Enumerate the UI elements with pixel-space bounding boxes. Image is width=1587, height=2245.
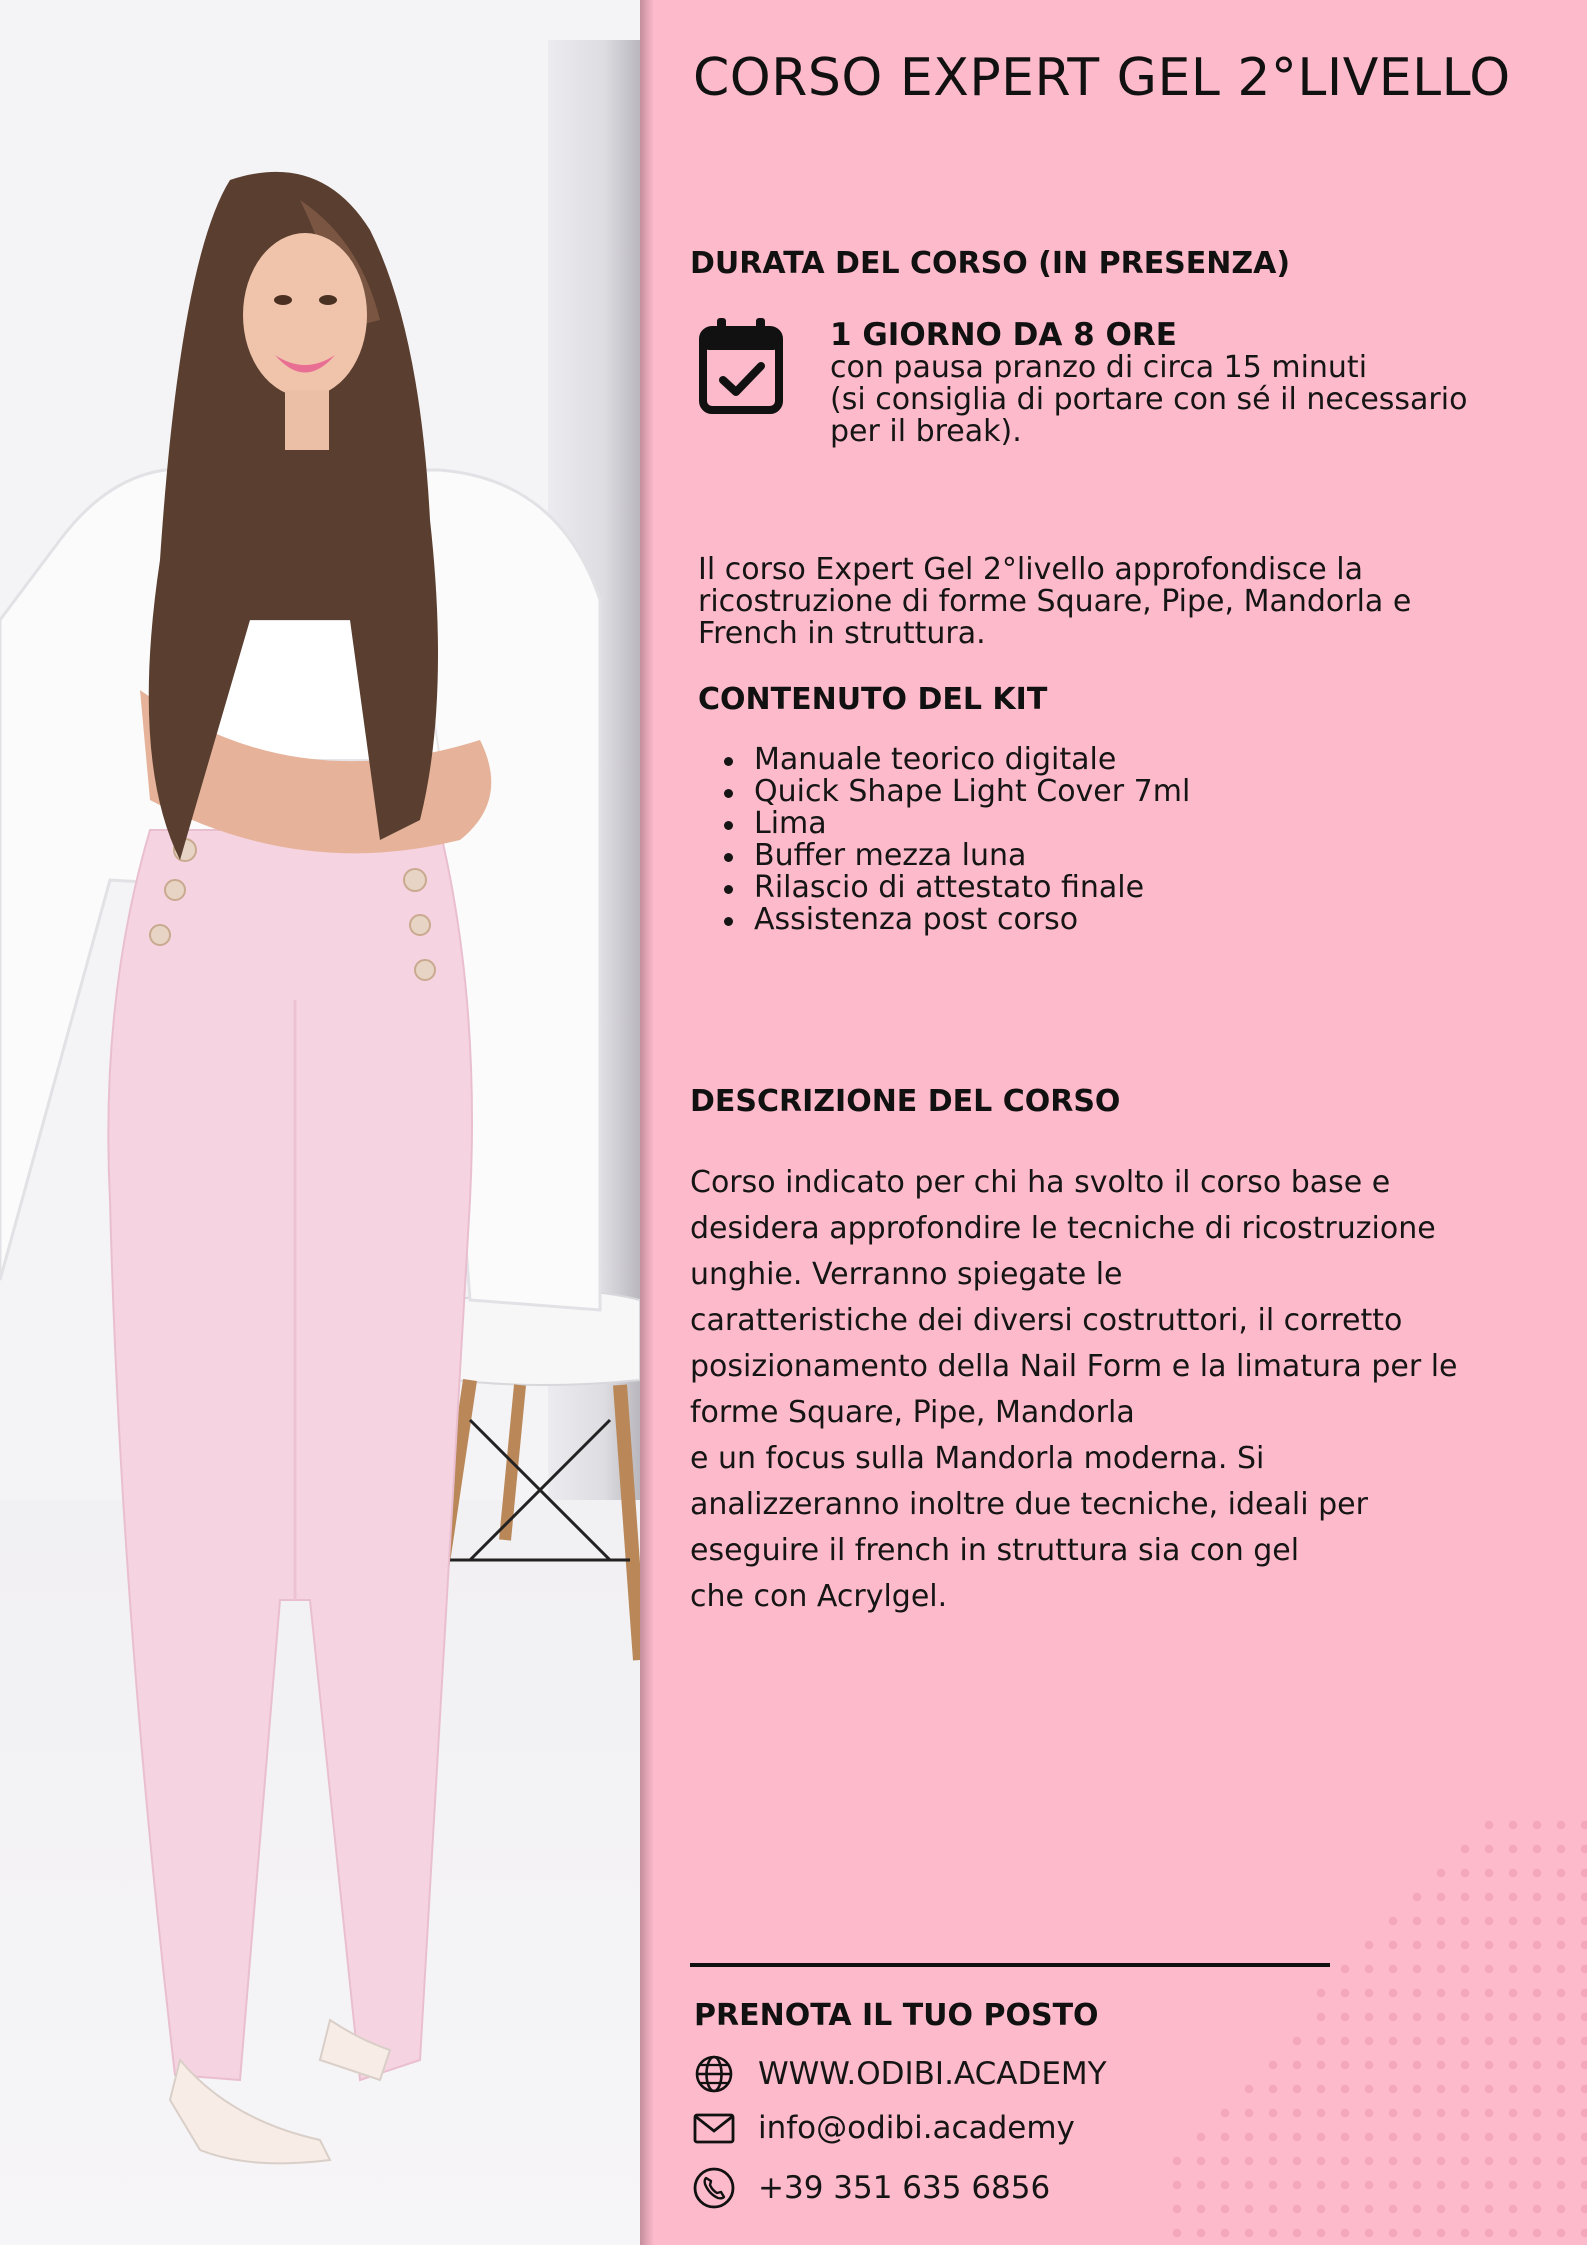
page-title: CORSO EXPERT GEL 2°LIVELLO	[693, 48, 1511, 108]
decoration-dot	[1557, 1965, 1565, 1973]
decoration-dot	[1437, 1941, 1445, 1949]
decoration-dot	[1437, 2085, 1445, 2093]
decoration-dot	[1437, 1989, 1445, 1997]
decoration-dot	[1365, 2181, 1373, 2189]
decoration-dot	[1557, 2013, 1565, 2021]
decoration-dot	[1413, 2157, 1421, 2165]
description-line: analizzeranno inoltre due tecniche, ideali per	[690, 1487, 1368, 1522]
decoration-dot	[1221, 2205, 1229, 2213]
decoration-dot	[1557, 2157, 1565, 2165]
decoration-dot	[1389, 2133, 1397, 2141]
panel-edge-shadow	[640, 0, 654, 2245]
decoration-dot	[1317, 2013, 1325, 2021]
decoration-dot	[1437, 2037, 1445, 2045]
website-text: WWW.ODIBI.ACADEMY	[758, 2056, 1107, 2092]
decoration-dot	[1581, 2133, 1587, 2141]
decoration-dot	[1245, 2205, 1253, 2213]
decoration-dot	[1341, 2085, 1349, 2093]
decoration-dot	[1557, 2181, 1565, 2189]
decoration-dot	[1509, 2133, 1517, 2141]
decoration-dot	[1581, 1917, 1587, 1925]
decoration-dot	[1269, 2133, 1277, 2141]
duration-line: (si consiglia di portare con sé il necessario	[830, 382, 1468, 417]
decoration-dot	[1509, 1869, 1517, 1877]
decoration-dot	[1365, 2205, 1373, 2213]
decoration-dot	[1509, 1917, 1517, 1925]
decoration-dot	[1533, 2037, 1541, 2045]
decoration-dot	[1389, 2181, 1397, 2189]
duration-line: per il break).	[830, 414, 1022, 449]
decoration-dot	[1461, 1845, 1469, 1853]
decoration-dot	[1437, 2109, 1445, 2117]
decoration-dot	[1221, 2109, 1229, 2117]
decoration-dot	[1437, 1893, 1445, 1901]
list-item: Buffer mezza luna	[720, 840, 1190, 872]
decoration-dot	[1293, 2205, 1301, 2213]
decoration-dot	[1389, 2109, 1397, 2117]
decoration-dot	[1413, 2133, 1421, 2141]
decoration-dot	[1413, 2181, 1421, 2189]
decoration-dot	[1533, 2085, 1541, 2093]
decoration-dot	[1533, 2013, 1541, 2021]
decoration-dot	[1485, 2109, 1493, 2117]
decoration-dot	[1557, 1989, 1565, 1997]
decoration-dot	[1317, 2109, 1325, 2117]
decoration-dot	[1221, 2181, 1229, 2189]
decoration-dot	[1413, 1989, 1421, 1997]
decoration-dot	[1293, 2085, 1301, 2093]
decoration-dot	[1533, 2205, 1541, 2213]
decoration-dot	[1485, 1821, 1493, 1829]
model-illustration	[0, 0, 640, 2245]
decoration-dot	[1269, 2181, 1277, 2189]
duration-line: con pausa pranzo di circa 15 minuti	[830, 350, 1368, 385]
decoration-dot	[1365, 2037, 1373, 2045]
decoration-dot	[1173, 2205, 1181, 2213]
decoration-dot	[1485, 2037, 1493, 2045]
decoration-dot	[1461, 2061, 1469, 2069]
decoration-dot	[1461, 1893, 1469, 1901]
dot-pattern-decoration	[1167, 1815, 1587, 2245]
decoration-dot	[1341, 2037, 1349, 2045]
decoration-dot	[1413, 2205, 1421, 2213]
decoration-dot	[1317, 2037, 1325, 2045]
decoration-dot	[1461, 2229, 1469, 2237]
decoration-dot	[1389, 2085, 1397, 2093]
decoration-dot	[1461, 2181, 1469, 2189]
decoration-dot	[1437, 2013, 1445, 2021]
decoration-dot	[1485, 1893, 1493, 1901]
decoration-dot	[1173, 2229, 1181, 2237]
decoration-dot	[1437, 2205, 1445, 2213]
email-link[interactable]	[692, 2106, 1075, 2150]
decoration-dot	[1581, 2061, 1587, 2069]
list-item: Lima	[720, 808, 1190, 840]
duration-main: 1 GIORNO DA 8 ORE	[830, 317, 1177, 353]
decoration-dot	[1293, 2061, 1301, 2069]
decoration-dot	[1485, 2133, 1493, 2141]
decoration-dot	[1413, 2037, 1421, 2045]
decoration-dot	[1461, 1917, 1469, 1925]
decoration-dot	[1389, 2229, 1397, 2237]
description-line: unghie. Verranno spiegate le	[690, 1257, 1123, 1292]
phone-text: +39 351 635 6856	[758, 2170, 1051, 2206]
decoration-dot	[1581, 2205, 1587, 2213]
decoration-dot	[1437, 1965, 1445, 1973]
decoration-dot	[1557, 1845, 1565, 1853]
intro-line: Il corso Expert Gel 2°livello approfondisce la	[698, 552, 1364, 587]
decoration-dot	[1509, 2013, 1517, 2021]
decoration-dot	[1365, 2229, 1373, 2237]
decoration-dot	[1461, 2157, 1469, 2165]
decoration-dot	[1269, 2085, 1277, 2093]
decoration-dot	[1509, 2061, 1517, 2069]
decoration-dot	[1365, 2085, 1373, 2093]
duration-heading: DURATA DEL CORSO (IN PRESENZA)	[690, 246, 1291, 281]
decoration-dot	[1269, 2061, 1277, 2069]
decoration-dot	[1581, 1893, 1587, 1901]
list-item: Quick Shape Light Cover 7ml	[720, 776, 1190, 808]
decoration-dot	[1317, 2157, 1325, 2165]
decoration-dot	[1317, 2205, 1325, 2213]
decoration-dot	[1245, 2109, 1253, 2117]
decoration-dot	[1557, 2061, 1565, 2069]
decoration-dot	[1533, 2157, 1541, 2165]
decoration-dot	[1581, 1845, 1587, 1853]
decoration-dot	[1413, 1893, 1421, 1901]
decoration-dot	[1461, 2133, 1469, 2141]
decoration-dot	[1485, 2157, 1493, 2165]
decoration-dot	[1509, 1893, 1517, 1901]
description-line: desidera approfondire le tecniche di ricostruzione	[690, 1211, 1436, 1246]
decoration-dot	[1341, 1989, 1349, 1997]
decoration-dot	[1557, 2133, 1565, 2141]
kit-heading: CONTENUTO DEL KIT	[698, 682, 1048, 717]
model-photo	[0, 0, 640, 2245]
decoration-dot	[1581, 2229, 1587, 2237]
decoration-dot	[1581, 2109, 1587, 2117]
decoration-dot	[1389, 2037, 1397, 2045]
decoration-dot	[1389, 2205, 1397, 2213]
decoration-dot	[1509, 1845, 1517, 1853]
description-line: caratteristiche dei diversi costruttori, il corretto	[690, 1303, 1403, 1338]
decoration-dot	[1581, 2037, 1587, 2045]
decoration-dot	[1509, 2109, 1517, 2117]
decoration-dot	[1485, 2013, 1493, 2021]
decoration-dot	[1533, 1917, 1541, 1925]
description-line: eseguire il french in struttura sia con gel	[690, 1533, 1300, 1568]
list-item: Manuale teorico digitale	[720, 744, 1190, 776]
decoration-dot	[1509, 1965, 1517, 1973]
description-line: Corso indicato per chi ha svolto il corso base e	[690, 1165, 1391, 1200]
decoration-dot	[1245, 2229, 1253, 2237]
decoration-dot	[1413, 1917, 1421, 1925]
decoration-dot	[1389, 1989, 1397, 1997]
decoration-dot	[1485, 1941, 1493, 1949]
decoration-dot	[1533, 1869, 1541, 1877]
decoration-dot	[1533, 1965, 1541, 1973]
decoration-dot	[1533, 1845, 1541, 1853]
decoration-dot	[1461, 2205, 1469, 2213]
decoration-dot	[1557, 1917, 1565, 1925]
decoration-dot	[1269, 2229, 1277, 2237]
decoration-dot	[1557, 2037, 1565, 2045]
decoration-dot	[1533, 2181, 1541, 2189]
decoration-dot	[1581, 1821, 1587, 1829]
decoration-dot	[1221, 2133, 1229, 2141]
description-line: che con Acrylgel.	[690, 1579, 948, 1614]
decoration-dot	[1413, 2013, 1421, 2021]
course-description	[690, 1160, 1570, 1620]
decoration-dot	[1197, 2133, 1205, 2141]
decoration-dot	[1485, 1917, 1493, 1925]
decoration-dot	[1245, 2181, 1253, 2189]
decoration-dot	[1509, 1821, 1517, 1829]
decoration-dot	[1509, 1989, 1517, 1997]
decoration-dot	[1245, 2133, 1253, 2141]
decoration-dot	[1437, 1869, 1445, 1877]
decoration-dot	[1461, 2037, 1469, 2045]
decoration-dot	[1365, 2109, 1373, 2117]
phone-link[interactable]	[692, 2166, 1050, 2210]
intro-line: French in struttura.	[698, 616, 986, 651]
decoration-dot	[1533, 2229, 1541, 2237]
decoration-dot	[1293, 2109, 1301, 2117]
description-line: forme Square, Pipe, Mandorla	[690, 1395, 1135, 1430]
decoration-dot	[1269, 2205, 1277, 2213]
decoration-dot	[1437, 2157, 1445, 2165]
decoration-dot	[1581, 1941, 1587, 1949]
decoration-dot	[1437, 1917, 1445, 1925]
decoration-dot	[1341, 2133, 1349, 2141]
booking-heading: PRENOTA IL TUO POSTO	[694, 1998, 1099, 2033]
decoration-dot	[1557, 2229, 1565, 2237]
decoration-dot	[1533, 1989, 1541, 1997]
description-line: e un focus sulla Mandorla moderna. Si	[690, 1441, 1265, 1476]
decoration-dot	[1389, 2157, 1397, 2165]
decoration-dot	[1533, 1893, 1541, 1901]
decoration-dot	[1581, 2181, 1587, 2189]
decoration-dot	[1317, 2229, 1325, 2237]
decoration-dot	[1509, 2205, 1517, 2213]
decoration-dot	[1293, 2133, 1301, 2141]
decoration-dot	[1221, 2229, 1229, 2237]
decoration-dot	[1317, 2133, 1325, 2141]
decoration-dot	[1317, 2181, 1325, 2189]
decoration-dot	[1413, 2061, 1421, 2069]
course-intro	[698, 554, 1558, 650]
decoration-dot	[1557, 2109, 1565, 2117]
envelope-icon	[692, 2106, 736, 2150]
decoration-dot	[1293, 2157, 1301, 2165]
decoration-dot	[1413, 2085, 1421, 2093]
decoration-dot	[1317, 2061, 1325, 2069]
decoration-dot	[1557, 2085, 1565, 2093]
decoration-dot	[1557, 1869, 1565, 1877]
decoration-dot	[1173, 2181, 1181, 2189]
decoration-dot	[1245, 2085, 1253, 2093]
decoration-dot	[1413, 1965, 1421, 1973]
decoration-dot	[1365, 1989, 1373, 1997]
decoration-dot	[1341, 2229, 1349, 2237]
decoration-dot	[1317, 2085, 1325, 2093]
calendar-check-icon	[695, 316, 787, 416]
decoration-dot	[1485, 2061, 1493, 2069]
decoration-dot	[1509, 1941, 1517, 1949]
description-heading: DESCRIZIONE DEL CORSO	[690, 1084, 1121, 1119]
decoration-dot	[1365, 2157, 1373, 2165]
decoration-dot	[1485, 2229, 1493, 2237]
decoration-dot	[1173, 2157, 1181, 2165]
decoration-dot	[1461, 1965, 1469, 1973]
decoration-dot	[1389, 2013, 1397, 2021]
decoration-dot	[1413, 1941, 1421, 1949]
decoration-dot	[1365, 1941, 1373, 1949]
decoration-dot	[1269, 2157, 1277, 2165]
decoration-dot	[1341, 2109, 1349, 2117]
decoration-dot	[1461, 1869, 1469, 1877]
duration-details	[830, 318, 1467, 448]
decoration-dot	[1509, 2037, 1517, 2045]
decoration-dot	[1293, 2181, 1301, 2189]
intro-line: ricostruzione di forme Square, Pipe, Mandorla e	[698, 584, 1412, 619]
decoration-dot	[1197, 2229, 1205, 2237]
decoration-dot	[1533, 2133, 1541, 2141]
description-line: posizionamento della Nail Form e la limatura per le	[690, 1349, 1458, 1384]
decoration-dot	[1581, 2157, 1587, 2165]
decoration-dot	[1533, 1821, 1541, 1829]
decoration-dot	[1269, 2109, 1277, 2117]
globe-icon	[692, 2052, 736, 2096]
decoration-dot	[1389, 1965, 1397, 1973]
decoration-dot	[1533, 1941, 1541, 1949]
decoration-dot	[1509, 2085, 1517, 2093]
decoration-dot	[1197, 2205, 1205, 2213]
decoration-dot	[1557, 2205, 1565, 2213]
decoration-dot	[1437, 2181, 1445, 2189]
decoration-dot	[1461, 1941, 1469, 1949]
decoration-dot	[1365, 1965, 1373, 1973]
decoration-dot	[1557, 1893, 1565, 1901]
decoration-dot	[1461, 2085, 1469, 2093]
decoration-dot	[1485, 2205, 1493, 2213]
decoration-dot	[1509, 2229, 1517, 2237]
decoration-dot	[1293, 2229, 1301, 2237]
decoration-dot	[1365, 2133, 1373, 2141]
decoration-dot	[1581, 1989, 1587, 1997]
kit-list	[720, 744, 1190, 936]
decoration-dot	[1365, 2013, 1373, 2021]
decoration-dot	[1317, 1989, 1325, 1997]
decoration-dot	[1389, 2061, 1397, 2069]
decoration-dot	[1341, 2205, 1349, 2213]
decoration-dot	[1197, 2157, 1205, 2165]
decoration-dot	[1245, 2157, 1253, 2165]
decoration-dot	[1485, 1869, 1493, 1877]
decoration-dot	[1509, 2181, 1517, 2189]
decoration-dot	[1581, 2085, 1587, 2093]
decoration-dot	[1461, 2109, 1469, 2117]
list-item: Rilascio di attestato finale	[720, 872, 1190, 904]
decoration-dot	[1341, 1965, 1349, 1973]
decoration-dot	[1461, 1989, 1469, 1997]
decoration-dot	[1197, 2181, 1205, 2189]
decoration-dot	[1581, 2013, 1587, 2021]
decoration-dot	[1557, 1821, 1565, 1829]
decoration-dot	[1461, 2013, 1469, 2021]
decoration-dot	[1293, 2037, 1301, 2045]
decoration-dot	[1485, 1965, 1493, 1973]
phone-icon	[692, 2166, 736, 2210]
decoration-dot	[1509, 2157, 1517, 2165]
email-text: info@odibi.academy	[758, 2110, 1075, 2146]
decoration-dot	[1341, 2181, 1349, 2189]
decoration-dot	[1485, 1845, 1493, 1853]
decoration-dot	[1581, 1965, 1587, 1973]
decoration-dot	[1413, 2229, 1421, 2237]
website-link[interactable]	[692, 2052, 1107, 2096]
decoration-dot	[1557, 1941, 1565, 1949]
decoration-dot	[1341, 2061, 1349, 2069]
decoration-dot	[1437, 2229, 1445, 2237]
decoration-dot	[1437, 2061, 1445, 2069]
decoration-dot	[1389, 1941, 1397, 1949]
decoration-dot	[1389, 1917, 1397, 1925]
decoration-dot	[1221, 2157, 1229, 2165]
decoration-dot	[1437, 2133, 1445, 2141]
decoration-dot	[1341, 2157, 1349, 2165]
decoration-dot	[1533, 2109, 1541, 2117]
decoration-dot	[1533, 2061, 1541, 2069]
divider	[690, 1963, 1330, 1967]
decoration-dot	[1341, 2013, 1349, 2021]
list-item: Assistenza post corso	[720, 904, 1190, 936]
decoration-dot	[1581, 1869, 1587, 1877]
decoration-dot	[1485, 2181, 1493, 2189]
decoration-dot	[1413, 2109, 1421, 2117]
decoration-dot	[1365, 2061, 1373, 2069]
decoration-dot	[1485, 1989, 1493, 1997]
decoration-dot	[1485, 2085, 1493, 2093]
info-panel	[640, 0, 1587, 2245]
